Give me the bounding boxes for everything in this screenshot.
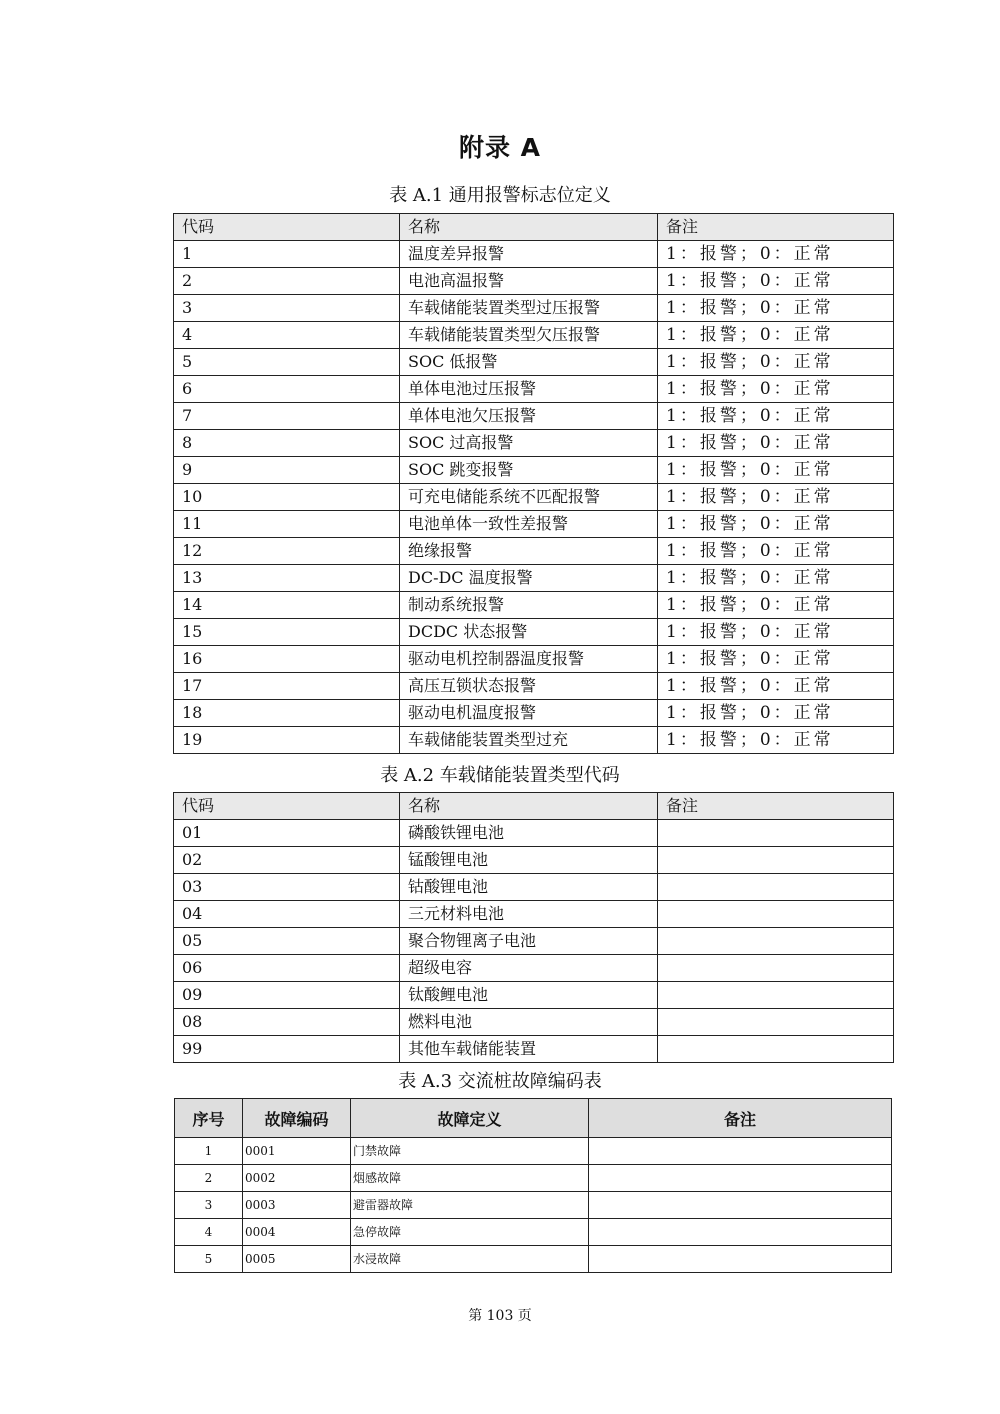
table-caption-a1: 表 A.1 通用报警标志位定义 — [389, 185, 611, 206]
table-row — [174, 1009, 894, 1036]
table-cell: 聚合物锂离子电池 — [400, 928, 658, 955]
table-cell: 19 — [174, 727, 400, 754]
table-cell: 11 — [174, 511, 400, 538]
table-cell: 99 — [174, 1036, 400, 1063]
table-row — [174, 430, 894, 457]
table-cell: 车载储能装置类型过压报警 — [400, 295, 658, 322]
page-footer: 第 103 页 — [468, 1308, 532, 1324]
table-cell: 1：报警；0：正常 — [658, 376, 894, 403]
table-cell: 燃料电池 — [400, 1009, 658, 1036]
table-cell: 03 — [174, 874, 400, 901]
table-row — [175, 1165, 892, 1192]
table-cell: SOC 低报警 — [400, 349, 658, 376]
table-cell: 9 — [174, 457, 400, 484]
table-cell: 1：报警；0：正常 — [658, 295, 894, 322]
column-header: 备注 — [658, 793, 894, 820]
table-row — [174, 376, 894, 403]
table-cell: 超级电容 — [400, 955, 658, 982]
table-cell — [658, 928, 894, 955]
table-cell: 0005 — [243, 1246, 351, 1273]
table-cell: DC-DC 温度报警 — [400, 565, 658, 592]
table-cell: 烟感故障 — [351, 1165, 589, 1192]
table-cell: 1：报警；0：正常 — [658, 457, 894, 484]
table-cell: 其他车载储能装置 — [400, 1036, 658, 1063]
table-cell: 电池单体一致性差报警 — [400, 511, 658, 538]
table-cell — [658, 955, 894, 982]
table-row — [174, 592, 894, 619]
table-row — [174, 619, 894, 646]
table-cell: 16 — [174, 646, 400, 673]
table-cell — [658, 901, 894, 928]
table-row — [175, 1246, 892, 1273]
table-cell — [658, 874, 894, 901]
table-row — [174, 820, 894, 847]
table-cell: 15 — [174, 619, 400, 646]
table-row — [174, 565, 894, 592]
table-cell: 1：报警；0：正常 — [658, 538, 894, 565]
table-cell: 3 — [174, 295, 400, 322]
table-cell: 12 — [174, 538, 400, 565]
table-cell: 5 — [174, 349, 400, 376]
table-cell — [658, 982, 894, 1009]
table-cell: 1 — [175, 1138, 243, 1165]
table-cell — [658, 847, 894, 874]
table-cell: 车载储能装置类型过充 — [400, 727, 658, 754]
table-cell: 1：报警；0：正常 — [658, 646, 894, 673]
table-row — [174, 646, 894, 673]
table-cell: 水浸故障 — [351, 1246, 589, 1273]
table-cell: 1：报警；0：正常 — [658, 403, 894, 430]
table-cell: 钴酸锂电池 — [400, 874, 658, 901]
table-cell: 6 — [174, 376, 400, 403]
table-cell: 0003 — [243, 1192, 351, 1219]
table-cell: 13 — [174, 565, 400, 592]
column-header: 故障编码 — [243, 1099, 351, 1138]
table-cell: 1：报警；0：正常 — [658, 673, 894, 700]
table-cell: 4 — [174, 322, 400, 349]
table-cell: 06 — [174, 955, 400, 982]
table-cell: 可充电储能系统不匹配报警 — [400, 484, 658, 511]
table-cell: 钛酸鲤电池 — [400, 982, 658, 1009]
table-cell: 2 — [174, 268, 400, 295]
table-cell: 8 — [174, 430, 400, 457]
table-row — [174, 1036, 894, 1063]
table-cell: 1：报警；0：正常 — [658, 511, 894, 538]
table-cell: 14 — [174, 592, 400, 619]
table-cell: 0001 — [243, 1138, 351, 1165]
table-cell: 避雷器故障 — [351, 1192, 589, 1219]
table-cell: SOC 过高报警 — [400, 430, 658, 457]
table-row — [174, 511, 894, 538]
column-header: 备注 — [589, 1099, 892, 1138]
table-cell: 7 — [174, 403, 400, 430]
table-cell: 1：报警；0：正常 — [658, 619, 894, 646]
table-cell: 3 — [175, 1192, 243, 1219]
table-cell: 17 — [174, 673, 400, 700]
table-row — [175, 1192, 892, 1219]
ac-pile-fault-table — [174, 1098, 892, 1273]
table-cell: 1：报警；0：正常 — [658, 322, 894, 349]
table-cell: 电池高温报警 — [400, 268, 658, 295]
table-row — [175, 1219, 892, 1246]
table-cell: 1：报警；0：正常 — [658, 268, 894, 295]
table-row — [174, 901, 894, 928]
table-cell: 0002 — [243, 1165, 351, 1192]
table-cell: 驱动电机温度报警 — [400, 700, 658, 727]
table-row — [174, 484, 894, 511]
table-cell: 4 — [175, 1219, 243, 1246]
table-cell — [589, 1219, 892, 1246]
table-row — [174, 538, 894, 565]
column-header: 备注 — [658, 214, 894, 241]
table-row — [174, 457, 894, 484]
table-cell: 驱动电机控制器温度报警 — [400, 646, 658, 673]
table-row — [174, 673, 894, 700]
table-cell: 18 — [174, 700, 400, 727]
table-cell: 08 — [174, 1009, 400, 1036]
table-row — [174, 955, 894, 982]
table-row — [174, 295, 894, 322]
table-row — [174, 727, 894, 754]
alarm-flag-table — [173, 213, 894, 754]
table-cell: 1：报警；0：正常 — [658, 484, 894, 511]
table-cell — [658, 820, 894, 847]
table-cell: 02 — [174, 847, 400, 874]
table-caption-a3: 表 A.3 交流桩故障编码表 — [398, 1071, 602, 1092]
table-cell: 急停故障 — [351, 1219, 589, 1246]
table-cell: 05 — [174, 928, 400, 955]
table-cell: 三元材料电池 — [400, 901, 658, 928]
column-header: 名称 — [400, 793, 658, 820]
table-cell — [589, 1192, 892, 1219]
table-cell — [589, 1246, 892, 1273]
table-cell — [589, 1138, 892, 1165]
table-row — [174, 982, 894, 1009]
table-cell: 车载储能装置类型欠压报警 — [400, 322, 658, 349]
table-cell: 5 — [175, 1246, 243, 1273]
table-row — [174, 874, 894, 901]
table-cell: 1：报警；0：正常 — [658, 592, 894, 619]
table-cell: 1：报警；0：正常 — [658, 727, 894, 754]
table-cell: 1：报警；0：正常 — [658, 565, 894, 592]
storage-type-table — [173, 792, 894, 1063]
table-row — [175, 1138, 892, 1165]
table-cell — [589, 1165, 892, 1192]
column-header: 故障定义 — [351, 1099, 589, 1138]
table-cell: 1：报警；0：正常 — [658, 241, 894, 268]
table-row — [174, 700, 894, 727]
table-row — [174, 268, 894, 295]
column-header: 代码 — [174, 214, 400, 241]
table-cell: 单体电池过压报警 — [400, 376, 658, 403]
table-cell: 0004 — [243, 1219, 351, 1246]
table-cell: 温度差异报警 — [400, 241, 658, 268]
table-cell: 1：报警；0：正常 — [658, 349, 894, 376]
table-cell — [658, 1009, 894, 1036]
table-row — [174, 847, 894, 874]
column-header: 名称 — [400, 214, 658, 241]
table-cell: 2 — [175, 1165, 243, 1192]
table-cell: 1：报警；0：正常 — [658, 700, 894, 727]
table-cell: 制动系统报警 — [400, 592, 658, 619]
table-row — [174, 322, 894, 349]
table-header-row — [174, 214, 894, 241]
table-cell: 锰酸锂电池 — [400, 847, 658, 874]
table-cell: 门禁故障 — [351, 1138, 589, 1165]
table-row — [174, 403, 894, 430]
table-cell: 10 — [174, 484, 400, 511]
table-cell: DCDC 状态报警 — [400, 619, 658, 646]
table-header-row — [175, 1099, 892, 1138]
table-header-row — [174, 793, 894, 820]
column-header: 代码 — [174, 793, 400, 820]
table-row — [174, 928, 894, 955]
table-cell: 1 — [174, 241, 400, 268]
table-cell: 09 — [174, 982, 400, 1009]
table-cell — [658, 1036, 894, 1063]
table-row — [174, 349, 894, 376]
table-cell: 单体电池欠压报警 — [400, 403, 658, 430]
table-cell: 04 — [174, 901, 400, 928]
table-cell: 1：报警；0：正常 — [658, 430, 894, 457]
column-header: 序号 — [175, 1099, 243, 1138]
page-title: 附录 A — [458, 133, 542, 162]
table-cell: 01 — [174, 820, 400, 847]
table-caption-a2: 表 A.2 车载储能装置类型代码 — [380, 765, 620, 786]
table-cell: 高压互锁状态报警 — [400, 673, 658, 700]
table-cell: 绝缘报警 — [400, 538, 658, 565]
table-row — [174, 241, 894, 268]
table-cell: SOC 跳变报警 — [400, 457, 658, 484]
table-cell: 磷酸铁锂电池 — [400, 820, 658, 847]
